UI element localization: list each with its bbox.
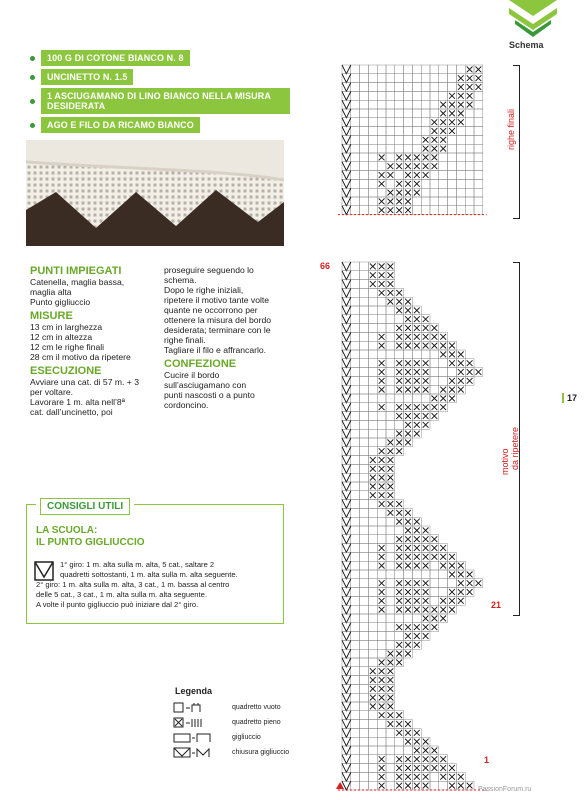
text-line: 12 cm in altezza bbox=[30, 332, 93, 342]
text-line: maglia alta bbox=[30, 287, 72, 297]
instructions-column-2 bbox=[164, 265, 289, 410]
motif-grid bbox=[338, 262, 490, 790]
bracket-final-rows bbox=[513, 65, 520, 219]
final-rows-grid bbox=[338, 65, 487, 215]
crochet-schema-chart bbox=[330, 55, 500, 795]
text-line: quadretti sottostanti, 1 m. alta sulla m. alta seguente. bbox=[60, 570, 238, 579]
text-line: 28 cm il motivo da ripetere bbox=[30, 352, 131, 362]
chevron-logo-icon bbox=[509, 0, 557, 38]
legend-title: Legenda bbox=[175, 686, 213, 696]
text-line: sull’asciugamano con bbox=[164, 380, 247, 390]
legend-item: quadretto vuoto bbox=[172, 700, 302, 715]
text-line: cat. dall’uncinetto, poi bbox=[30, 407, 113, 417]
text-line: 12 cm le righe finali bbox=[30, 342, 105, 352]
legend-item: quadretto pieno bbox=[172, 715, 302, 730]
legend-item: chiusura gigliuccio bbox=[172, 745, 302, 760]
label-motif: motivo bbox=[500, 448, 510, 475]
text-line: A volte il punto gigliuccio può iniziare dal 2° giro. bbox=[36, 600, 199, 609]
text-line: Avviare una cat. di 57 m. + 3 bbox=[30, 377, 139, 387]
row-number-66: 66 bbox=[320, 261, 331, 271]
tips-title bbox=[36, 525, 145, 549]
text-line: righe finali. bbox=[164, 335, 206, 345]
text-line: 2° giro: 1 m. alta sulla m. alta, 3 cat., 1 m. bassa al centro bbox=[36, 580, 230, 589]
text-line: ripetere il motivo tante volte bbox=[164, 295, 270, 305]
empty-square-icon bbox=[172, 702, 232, 713]
schema-label: Schema bbox=[509, 40, 544, 50]
text-line: desiderata; terminare con le bbox=[164, 325, 271, 335]
tips-title-line: LA SCUOLA: bbox=[36, 525, 98, 536]
gigliuccio-close-icon bbox=[172, 747, 232, 758]
bullet-icon bbox=[30, 56, 35, 61]
row-number-21: 21 bbox=[491, 600, 502, 610]
tips-text bbox=[36, 560, 276, 610]
text-line: Tagliare il filo e affrancarlo. bbox=[164, 345, 267, 355]
bracket-motif bbox=[513, 262, 520, 616]
bullet-icon bbox=[30, 75, 35, 80]
section-title-misure: MISURE bbox=[30, 310, 73, 322]
text-line: per voltare. bbox=[30, 387, 73, 397]
text-line: Lavorare 1 m. alta nell’8ª bbox=[30, 397, 125, 407]
bullet-icon bbox=[30, 123, 35, 128]
list-item: UNCINETTO N. 1.5 bbox=[30, 69, 290, 85]
text-line: ottenere la misura del bordo bbox=[164, 315, 272, 325]
text-line: Punto gigliuccio bbox=[30, 297, 91, 307]
section-title-esecuzione: ESECUZIONE bbox=[30, 365, 102, 377]
tips-tab-label: CONSIGLI UTILI bbox=[40, 498, 130, 515]
text-line: cordoncino. bbox=[164, 400, 209, 410]
text-line: quante ne occorrono per bbox=[164, 305, 258, 315]
text-line: proseguire seguendo lo bbox=[164, 265, 254, 275]
label-final-rows: righe finali bbox=[506, 108, 516, 150]
page-number: 17 bbox=[562, 393, 577, 403]
text-line: punti nascosti o a punto bbox=[164, 390, 255, 400]
gigliuccio-icon bbox=[172, 732, 232, 743]
text-line: 1° giro: 1 m. alta sulla m. alta, 5 cat., saltare 2 bbox=[60, 560, 215, 569]
list-item: AGO E FILO DA RICAMO BIANCO bbox=[30, 117, 290, 133]
tips-tab bbox=[36, 496, 134, 515]
text-line: Dopo le righe iniziali, bbox=[164, 285, 244, 295]
legend bbox=[172, 700, 302, 760]
section-title-punti: PUNTI IMPIEGATI bbox=[30, 265, 122, 277]
list-item: 1 ASCIUGAMANO DI LINO BIANCO NELLA MISURA DESIDERATA bbox=[30, 88, 290, 114]
text-line: schema. bbox=[164, 275, 197, 285]
tips-title-line: IL PUNTO GIGLIUCCIO bbox=[36, 537, 145, 548]
section-title-confezione: CONFEZIONE bbox=[164, 358, 237, 370]
bullet-icon bbox=[30, 99, 35, 104]
text-line: Catenella, maglia bassa, bbox=[30, 277, 125, 287]
instructions-column-1 bbox=[30, 262, 158, 417]
materials-list bbox=[30, 50, 290, 136]
text-line: 13 cm in larghezza bbox=[30, 322, 103, 332]
watermark: PassionForum.ru bbox=[478, 786, 532, 793]
row-number-1: 1 bbox=[484, 755, 490, 765]
label-motif-2: da ripetere bbox=[510, 426, 520, 470]
crochet-edging-photo bbox=[26, 140, 284, 246]
legend-item: gigliuccio bbox=[172, 730, 302, 745]
text-line: Cucire il bordo bbox=[164, 370, 220, 380]
text-line: delle 5 cat., 3 cat., 1 m. alta sulla m. alta seguente. bbox=[36, 590, 207, 599]
list-item: 100 G DI COTONE BIANCO N. 8 bbox=[30, 50, 290, 66]
filled-square-icon bbox=[172, 717, 232, 728]
